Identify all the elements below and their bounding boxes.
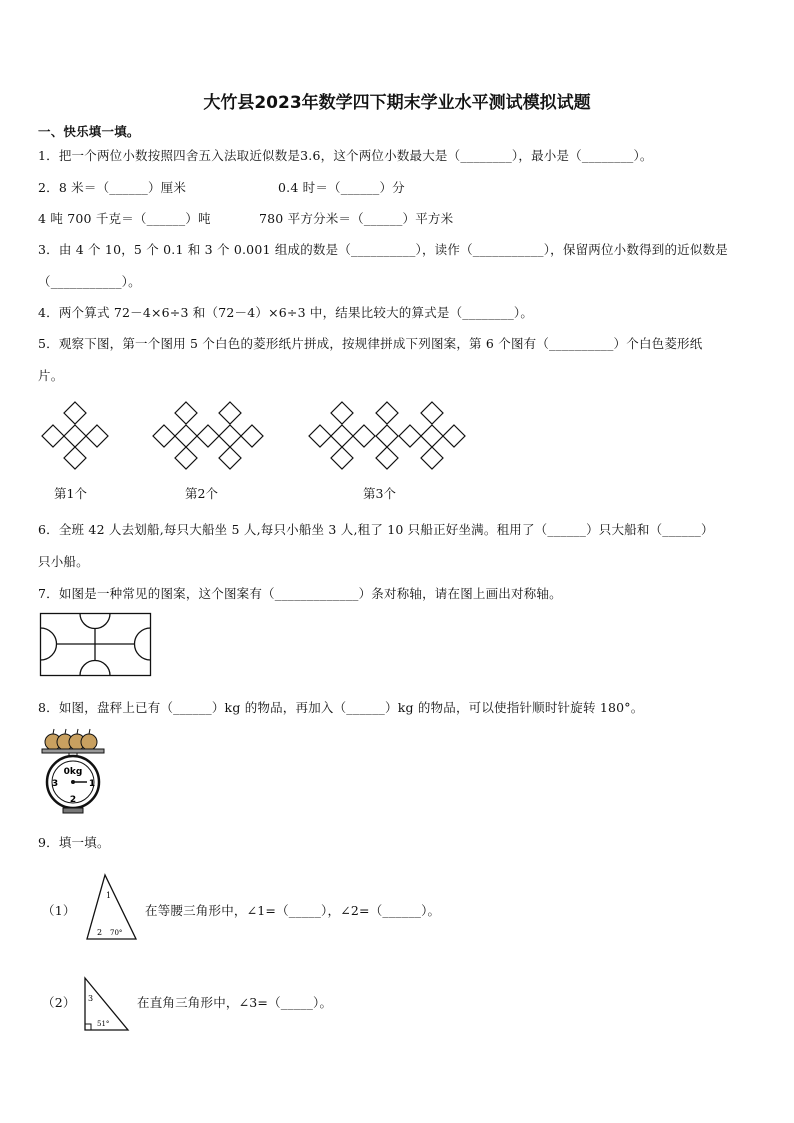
given-angle-label: 70°: [110, 929, 123, 937]
question-9-2-number: （2）: [42, 995, 76, 1010]
scale-label-right: 1: [88, 779, 96, 789]
question-8: 8．如图，盘秤上已有（______）kg 的物品，再加入（______）kg 的物品，可以使指针顺时针旋转 180°。: [38, 700, 644, 715]
angle-1-label: 1: [106, 891, 112, 900]
symmetry-figure: [40, 613, 152, 677]
question-3-line2: （___________）。: [38, 274, 141, 289]
question-9-1-number: （1）: [42, 903, 76, 918]
pattern-3-caption: 第3个: [363, 486, 396, 501]
question-1: 1．把一个两位小数按照四舍五入法取近似数是3.6，这个两位小数最大是（________），最小是（________）。: [38, 148, 653, 163]
question-2c: 4 吨 700 千克＝（______）吨: [38, 211, 211, 226]
scale-label-left: 3: [51, 779, 59, 789]
scale-label-bottom: 2: [69, 795, 77, 805]
scale-figure: [38, 724, 108, 816]
question-3-line1: 3．由 4 个 10，5 个 0.1 和 3 个 0.001 组成的数是（__________），读作（___________），保留两位小数得到的近似数是: [38, 242, 728, 257]
question-2a: 2．8 米＝（______）厘米: [38, 180, 187, 195]
question-5-line1: 5．观察下图，第一个图用 5 个白色的菱形纸片拼成，按规律拼成下列图案，第 6 个图有（__________）个白色菱形纸: [38, 336, 703, 351]
question-6-line1: 6．全班 42 人去划船,每只大船坐 5 人,每只小船坐 3 人,租了 10 只船正好坐满。租用了（______）只大船和（______）: [38, 522, 714, 537]
question-9: 9．填一填。: [38, 835, 110, 850]
question-7: 7．如图是一种常见的图案，这个图案有（_____________）条对称轴，请在图上画出对称轴。: [38, 586, 562, 601]
angle-3-label: 3: [88, 994, 94, 1003]
question-5-line2: 片。: [38, 368, 64, 383]
right-triangle: [82, 975, 132, 1033]
question-4: 4．两个算式 72－4×6÷3 和（72－4）×6÷3 中，结果比较大的算式是（________）。: [38, 305, 534, 320]
page-title: 大竹县2023年数学四下期末学业水平测试模拟试题: [203, 93, 591, 113]
question-9-2-text: 在直角三角形中，∠3=（_____）。: [137, 995, 333, 1010]
apples-icon: [45, 729, 97, 750]
question-6-line2: 只小船。: [38, 554, 89, 569]
question-2b: 0.4 时＝（______）分: [278, 180, 405, 195]
isosceles-triangle: [84, 873, 140, 943]
pattern-1-caption: 第1个: [54, 486, 87, 501]
question-2d: 780 平方分米＝（______）平方米: [259, 211, 454, 226]
question-9-1-text: 在等腰三角形中，∠1=（_____），∠2=（______）。: [145, 903, 441, 918]
angle-2-label: 2: [97, 928, 103, 937]
section-heading: 一、快乐填一填。: [38, 124, 140, 139]
given-angle-51-label: 51°: [97, 1020, 110, 1028]
scale-label-top: 0kg: [63, 767, 83, 777]
pattern-2-caption: 第2个: [185, 486, 218, 501]
